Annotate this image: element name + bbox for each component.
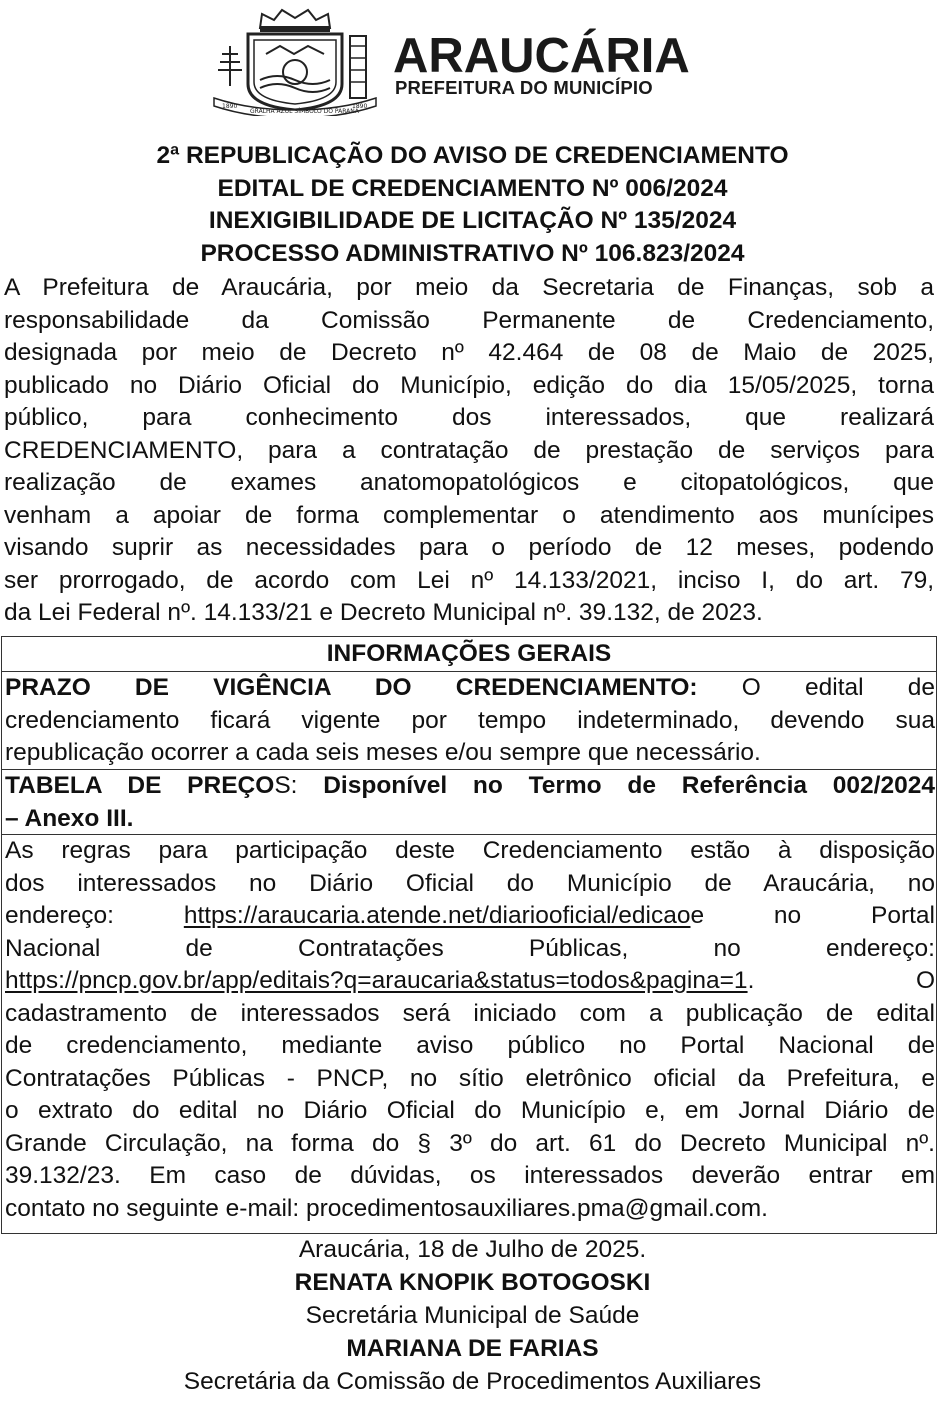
info-heading: INFORMAÇÕES GERAIS [1,636,937,672]
prazo-line: credenciamento ficará vigente por tempo indeterminado, devendo sua [5,706,935,734]
paragraph-line: público, para conhecimento dos interessados, que realizará [4,404,934,431]
tabela-text: Disponível no Termo de Referência 002/2024 [323,772,935,799]
paragraph-line: responsabilidade da Comissão Permanente de Credenciamento, [4,306,934,334]
regras-line: 39.132/23. Em caso de dúvidas, os interessados deverão entrar em [5,1162,935,1189]
tabela-line [5,770,935,803]
paragraph-line: CREDENCIAMENTO, para a contratação de prestação de serviços para [4,436,934,464]
tabela-label-suffix: S: [274,772,324,799]
place-date: Araucária, 18 de Julho de 2025. [298,1236,647,1263]
signer2-name: MARIANA DE FARIAS [346,1335,599,1362]
brand-subtitle: PREFEITURA DO MUNICÍPIO [395,77,653,98]
info-prazo-cell [1,671,937,770]
intro-paragraph [4,272,934,630]
regras-line: Nacional de Contratações Públicas, no endereço: [5,934,935,962]
regras-line: Grande Circulação, na forma do § 3º do art. 61 do Decreto Municipal nº. [5,1129,935,1157]
pncp-link[interactable]: https://pncp.gov.br/app/editais?q=araucaria&status=todos&pagina=1 [5,967,748,994]
regras-line [5,965,935,998]
signer2-role: Secretária da Comissão de Procedimentos Auxiliares [183,1368,762,1395]
paragraph-line: visando suprir as necessidades para o período de 12 meses, podendo [4,534,934,561]
paragraph-line: da Lei Federal nº. 14.133/21 e Decreto Municipal nº. 39.132, de 2023. [4,599,763,626]
tabela-line: – Anexo III. [5,804,134,832]
tabela-label: TABELA DE PREÇO [5,772,275,799]
info-tabela-cell [1,769,937,835]
info-regras-cell [1,834,937,1234]
paragraph-line: publicado no Diário Oficial do Município, edição do dia 15/05/2025, torna [4,371,934,399]
prazo-label: PRAZO DE VIGÊNCIA DO CREDENCIAMENTO: [5,674,698,701]
title-line: PROCESSO ADMINISTRATIVO Nº 106.823/2024 [200,239,745,267]
signer1-role: Secretária Municipal de Saúde [305,1302,640,1329]
regras-line: de credenciamento, mediante aviso público no Portal Nacional de [5,1032,935,1059]
paragraph-line: designada por meio de Decreto nº 42.464 de 08 de Maio de 2025, [4,339,934,366]
paragraph-line: ser prorrogado, de acordo com Lei nº 14.133/2021, inciso I, do art. 79, [4,566,934,594]
regras-text: e no Portal [690,902,935,929]
regras-line: o extrato do edital no Diário Oficial do Município e, em Jornal Diário de [5,1097,935,1124]
diario-oficial-link[interactable]: https://araucaria.atende.net/diariooficial/edicao [183,902,691,929]
regras-line: contato no seguinte e-mail: procedimentosauxiliares.pma@gmail.com. [5,1194,768,1222]
regras-line: Contratações Públicas - PNCP, no sítio eletrônico oficial da Prefeitura, e [5,1064,935,1092]
municipal-crest-icon [210,6,380,116]
paragraph-line: realização de exames anatomopatológicos e citopatológicos, que [4,469,934,496]
regras-line: As regras para participação deste Credenciamento estão à disposição [5,837,935,864]
crest-year-left: 1890 [222,103,238,110]
paragraph-line: venham a apoiar de forma complementar o atendimento aos munícipes [4,501,934,529]
regras-line [5,900,935,933]
regras-line: cadastramento de interessados será iniciado com a publicação de edital [5,999,935,1027]
regras-line: dos interessados no Diário Oficial do Município de Araucária, no [5,869,935,897]
brand-name: ARAUCÁRIA [393,29,690,83]
signature-block [0,1233,945,1398]
header [0,0,945,130]
prazo-text: O edital de [741,674,936,701]
notice-titles [0,140,945,270]
prazo-line [5,672,935,705]
regras-text: . O [747,967,935,994]
title-line: INEXIGIBILIDADE DE LICITAÇÃO Nº 135/2024 [208,207,737,234]
crest-year-right: 1890 [352,103,368,110]
title-line: 2ª REPUBLICAÇÃO DO AVISO DE CREDENCIAMENTO [156,142,789,169]
prazo-line: republicação ocorrer a cada seis meses e/ou sempre que necessário. [5,739,761,766]
signer1-name: RENATA KNOPIK BOTOGOSKI [294,1269,651,1296]
crest-ribbon-text: GRALHA AZUL SÍMBOLO DO PARANÁ [250,108,359,115]
title-line: EDITAL DE CREDENCIAMENTO Nº 006/2024 [217,174,728,202]
paragraph-line: A Prefeitura de Araucária, por meio da Secretaria de Finanças, sob a [4,274,934,301]
regras-text: endereço: [5,902,114,929]
